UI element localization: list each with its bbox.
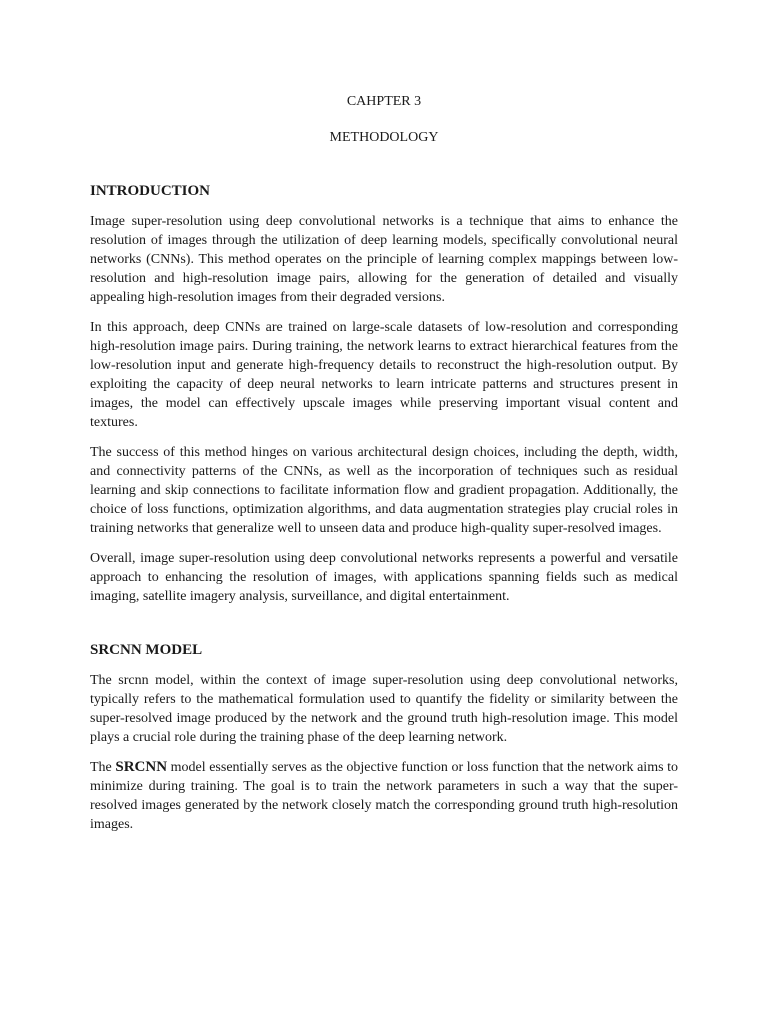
chapter-number: CAHPTER 3 bbox=[346, 94, 422, 109]
srcnn-paragraph-1: The srcnn model, within the context of image super-resolution using deep convolutional networks, typically refers to the mathematical formulation used to quantify the fidelity or similarity between the super-resolved image produced by the network and the ground truth high-resolution image. This model plays a crucial role during the training phase of the deep learning network. bbox=[90, 673, 678, 745]
chapter-title: METHODOLOGY bbox=[329, 130, 439, 145]
introduction-paragraph-1: Image super-resolution using deep convolutional networks is a technique that aims to enhance the resolution of images through the utilization of deep learning models, specifically convolutional neural networks (CNNs). This method operates on the principle of learning complex mappings between low-resolution and high-resolution image pairs, allowing for the generation of detailed and visually appealing high-resolution images from their degraded versions. bbox=[90, 214, 678, 305]
introduction-paragraph-4: Overall, image super-resolution using deep convolutional networks represents a powerful and versatile approach to enhancing the resolution of images, with applications spanning fields such as medical imaging, satellite imagery analysis, surveillance, and digital entertainment. bbox=[90, 551, 678, 604]
srcnn-bold-term: SRCNN bbox=[115, 759, 168, 775]
srcnn-paragraph-2 bbox=[90, 758, 678, 834]
introduction-paragraph-2: In this approach, deep CNNs are trained on large-scale datasets of low-resolution and corresponding high-resolution image pairs. During training, the network learns to extract hierarchical features from the low-resolution input and generate high-frequency details to reconstruct the high-resolution output. By exploiting the capacity of deep neural networks to learn intricate patterns and structures present in images, the model can effectively upscale images while preserving important visual content and textures. bbox=[90, 320, 678, 430]
introduction-paragraph-3: The success of this method hinges on various architectural design choices, including the depth, width, and connectivity patterns of the CNNs, as well as the incorporation of techniques such as residual learning and skip connections to facilitate information flow and gradient propagation. Additionally, the choice of loss functions, optimization algorithms, and data augmentation strategies play crucial roles in training networks that generalize well to unseen data and produce high-quality super-resolved images. bbox=[90, 445, 678, 536]
srcnn-paragraph-2-prefix: The bbox=[90, 760, 116, 775]
introduction-heading: INTRODUCTION bbox=[90, 183, 211, 199]
srcnn-model-heading: SRCNN MODEL bbox=[90, 642, 203, 658]
page-content bbox=[90, 92, 678, 845]
srcnn-paragraph-2-rest: model essentially serves as the objective function or loss function that the network aims to minimize during training. The goal is to train the network parameters in such a way that the super-resolved images generated by the network closely match the corresponding ground truth high-resolution images. bbox=[90, 760, 679, 832]
